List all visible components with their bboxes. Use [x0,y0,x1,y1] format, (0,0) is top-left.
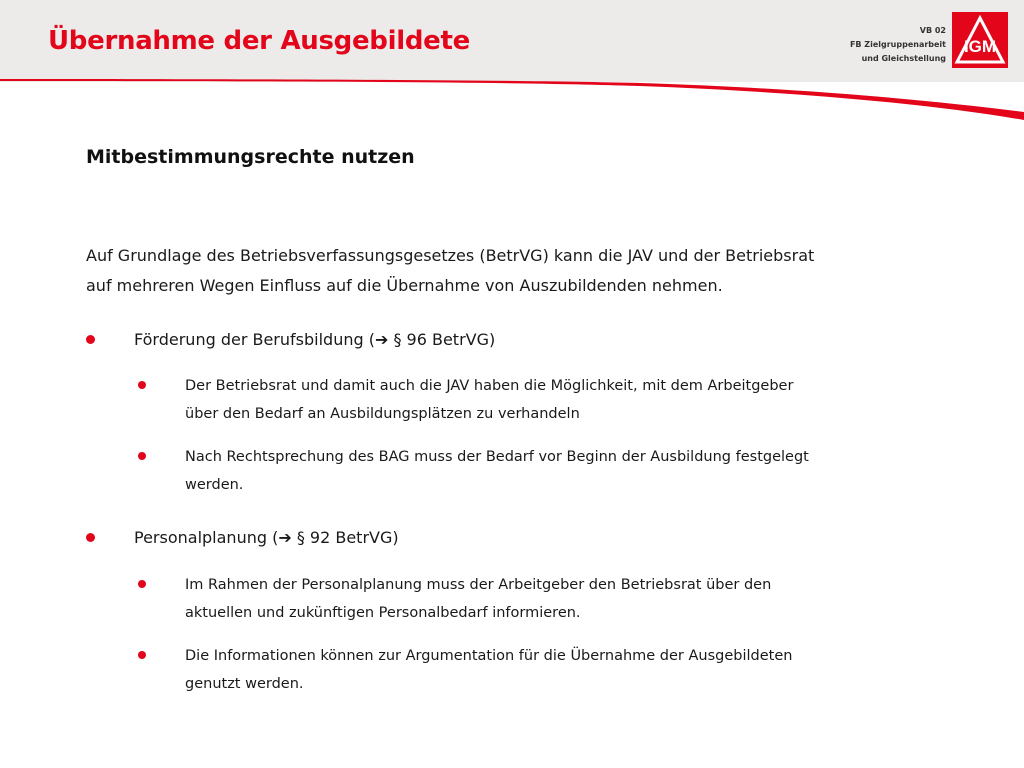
list-item-line-1: Nach Rechtsprechung des BAG muss der Bedarf vor Beginn der Ausbildung festgelegt [185,449,809,465]
section-heading: Personalplanung (➔ § 92 BetrVG) [134,528,399,547]
bullet-icon [86,533,95,542]
department-line-1: VB 02 [919,26,946,35]
bullet-icon [138,381,146,389]
list-item-line-1: Die Informationen können zur Argumentation für die Übernahme der Ausgebildeten [185,648,793,664]
list-item-line-2: genutzt werden. [185,676,304,692]
igm-logo [952,12,1008,68]
department-line-2: FB Zielgruppenarbeit [849,40,946,49]
section-heading: Förderung der Berufsbildung (➔ § 96 BetrVG) [134,330,496,349]
intro-line-2: auf mehreren Wegen Einfluss auf die Übernahme von Auszubildenden nehmen. [86,276,723,295]
bullet-icon [138,651,146,659]
logo-lettering: IGM [963,37,997,56]
list-item [185,571,965,627]
slide-title: Übernahme der Ausgebildete [48,26,470,56]
list-item [185,372,965,428]
bullet-icon [138,452,146,460]
list-item [185,642,965,698]
list-item-line-1: Der Betriebsrat und damit auch die JAV haben die Möglichkeit, mit dem Arbeitgeber [185,378,794,394]
department-label [850,24,946,66]
bullet-icon [86,335,95,344]
list-item-line-2: über den Bedarf an Ausbildungsplätzen zu verhandeln [185,406,580,422]
department-line-3: und Gleichstellung [861,54,946,63]
list-item-line-2: werden. [185,477,244,493]
list-item-line-2: aktuellen und zukünftigen Personalbedarf informieren. [185,605,581,621]
list-item [185,443,965,499]
section-subtitle: Mitbestimmungsrechte nutzen [86,146,415,168]
list-item-line-1: Im Rahmen der Personalplanung muss der Arbeitgeber den Betriebsrat über den [185,577,772,593]
intro-paragraph [86,241,956,301]
intro-line-1: Auf Grundlage des Betriebsverfassungsgesetzes (BetrVG) kann die JAV und der Betriebsrat [86,246,815,265]
bullet-icon [138,580,146,588]
